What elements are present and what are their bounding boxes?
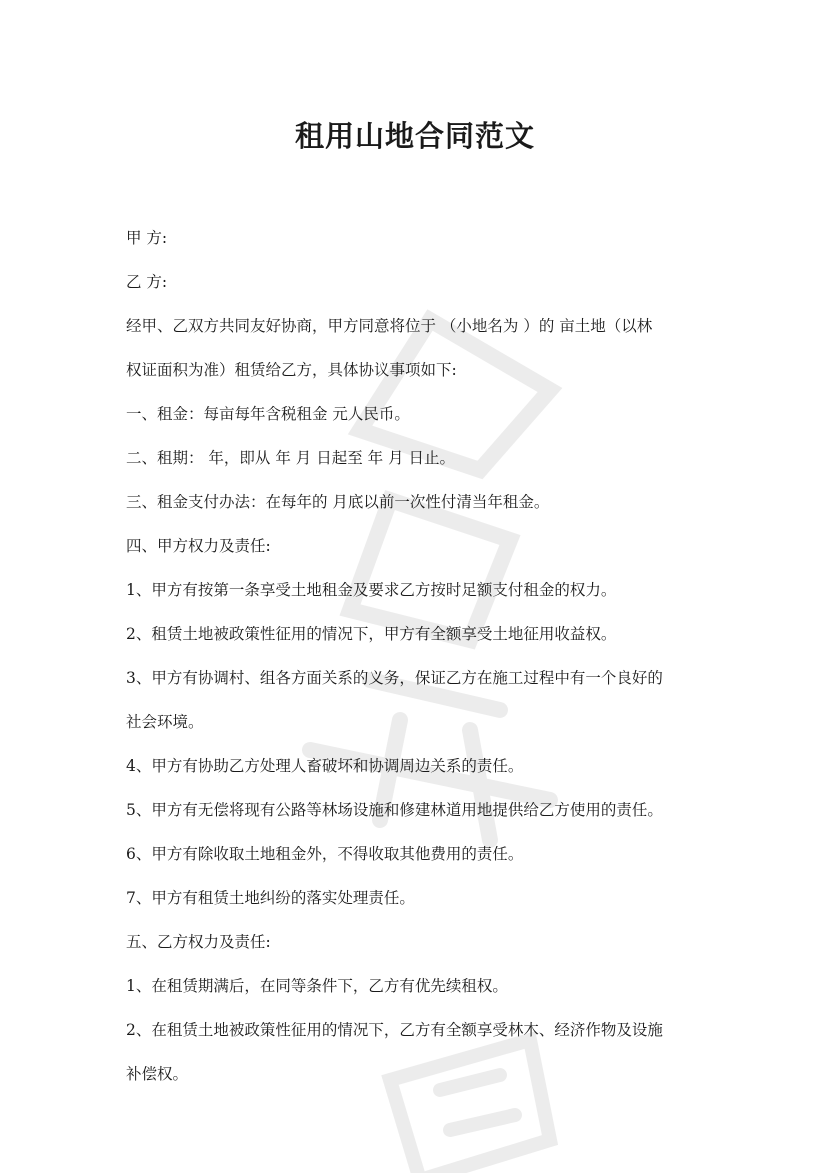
section-heading-party-b: 五、乙方权力及责任: <box>126 933 271 951</box>
document-title: 租用山地合同范文 <box>294 119 535 153</box>
intro-paragraph-line-1: 经甲、乙双方共同友好协商，甲方同意将位于 （小地名为 ）的 亩土地（以林 <box>126 317 653 335</box>
party-a-item-4: 4、甲方有协助乙方处理人畜破坏和协调周边关系的责任。 <box>126 757 524 775</box>
party-a-item-3-line-1: 3、甲方有协调村、组各方面关系的义务，保证乙方在施工过程中有一个良好的 <box>126 669 663 687</box>
section-heading-party-a: 四、甲方权力及责任: <box>126 537 271 555</box>
party-a-item-1: 1、甲方有按第一条享受土地租金及要求乙方按时足额支付租金的权力。 <box>126 581 617 599</box>
party-a-item-5: 5、甲方有无偿将现有公路等林场设施和修建林道用地提供给乙方使用的责任。 <box>126 801 663 819</box>
clause-rent: 一、租金：每亩每年含税租金 元人民币。 <box>126 405 410 423</box>
party-a-item-6: 6、甲方有除收取土地租金外，不得收取其他费用的责任。 <box>126 845 524 863</box>
party-a-line: 甲 方: <box>126 229 168 247</box>
document-body <box>126 216 716 1096</box>
party-b-item-1: 1、在租赁期满后，在同等条件下，乙方有优先续租权。 <box>126 977 508 995</box>
clause-payment: 三、租金支付办法：在每年的 月底以前一次性付清当年租金。 <box>126 493 550 511</box>
party-b-line: 乙 方: <box>126 273 168 291</box>
party-a-item-2: 2、租赁土地被政策性征用的情况下，甲方有全额享受土地征用收益权。 <box>126 625 617 643</box>
intro-paragraph-line-2: 权证面积为准）租赁给乙方，具体协议事项如下: <box>126 361 457 379</box>
party-b-item-2-line-1: 2、在租赁土地被政策性征用的情况下，乙方有全额享受林木、经济作物及设施 <box>126 1021 663 1039</box>
party-a-item-3-line-2: 社会环境。 <box>126 713 204 731</box>
clause-term: 二、租期： 年，即从 年 月 日起至 年 月 日止。 <box>126 449 455 467</box>
party-a-item-7: 7、甲方有租赁土地纠纷的落实处理责任。 <box>126 889 415 907</box>
party-b-item-2-line-2: 补偿权。 <box>126 1065 189 1083</box>
